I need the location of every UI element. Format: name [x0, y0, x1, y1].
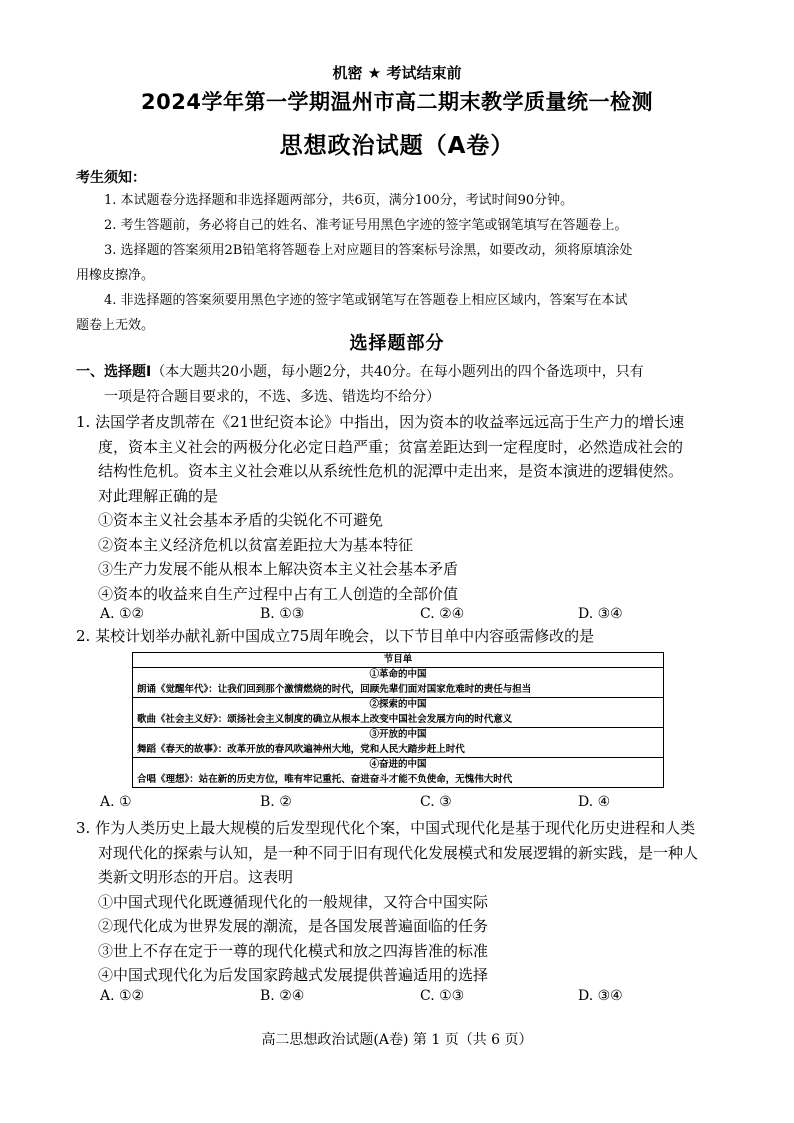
option-d[interactable]: D. ④ — [578, 794, 611, 810]
part-desc: 一项是符合题目要求的，不选、多选、错选均不给分） — [104, 389, 440, 405]
question-2 — [76, 624, 726, 649]
question-line: 度，资本主义社会的两极分化必定日趋严重；贫富差距达到一定程度时，必然造成社会的 — [98, 437, 684, 456]
statement: ②现代化成为世界发展的潮流，是各国发展普遍面临的任务 — [98, 917, 489, 935]
table-title: 节目单 — [383, 654, 413, 665]
question-line: 1. 法国学者皮凯蒂在《21世纪资本论》中指出，因为资本的收益率远远高于生产力的增长速 — [76, 413, 685, 431]
notice-line: 3. 选择题的答案须用2B铅笔将答题卷上对应题目的答案标号涂黑，如要改动，须将原填涂处 — [104, 243, 633, 258]
question-line: 类新文明形态的开启。这表明 — [98, 868, 294, 886]
statement: ③世上不存在定于一尊的现代化模式和放之四海皆准的标准 — [98, 941, 489, 960]
row-content: 朗诵《觉醒年代》：让我们回到那个激情燃烧的时代，回顾先辈们面对国家危难时的责任与担当 — [137, 684, 532, 695]
program-table — [132, 652, 664, 788]
exam-subtitle: 思想政治试题（A卷） — [279, 133, 515, 159]
statement: ①中国式现代化既遵循现代化的一般规律，又符合中国实际 — [98, 892, 489, 911]
statement: ④资本的收益来自生产过程中占有工人创造的全部价值 — [98, 584, 459, 603]
option-a[interactable]: A. ① — [100, 794, 132, 810]
table-row — [133, 727, 663, 757]
question-line: 结构性危机。资本主义社会难以从系统性危机的泥潭中走出来，是资本演进的逻辑使然。 — [98, 462, 684, 480]
statement: ①资本主义社会基本矛盾的尖锐化不可避免 — [98, 511, 384, 529]
page-footer: 高二思想政治试题(A卷) 第 1 页（共 6 页） — [261, 1032, 533, 1048]
option-a[interactable]: A. ①② — [100, 988, 145, 1004]
question-line: 对此理解正确的是 — [98, 486, 219, 505]
statement: ③生产力发展不能从根本上解决资本主义社会基本矛盾 — [98, 560, 459, 578]
notice-line: 2. 考生答题前，务必将自己的姓名、准考证号用黑色字迹的签字笔或钢笔填写在答题卷上。 — [104, 218, 628, 233]
notice-line: 题卷上无效。 — [76, 318, 155, 333]
row-heading: ③开放的中国 — [369, 729, 427, 740]
row-heading: ①革命的中国 — [369, 669, 427, 680]
row-content: 舞蹈《春天的故事》：改革开放的春风吹遍神州大地，党和人民大踏步赶上时代 — [137, 744, 465, 755]
question-1 — [76, 410, 726, 606]
row-heading: ④奋进的中国 — [369, 759, 427, 770]
row-content: 合唱《理想》：站在新的历史方位，唯有牢记重托、奋进奋斗才能不负使命，无愧伟大时代 — [137, 774, 513, 785]
statement: ④中国式现代化为后发国家跨越式发展提供普遍适用的选择 — [98, 966, 489, 984]
notice-line: 用橡皮擦净。 — [76, 268, 155, 283]
option-c[interactable]: C. ②④ — [420, 606, 465, 622]
row-content: 歌曲《社会主义好》：颂扬社会主义制度的确立从根本上改变中国社会发展方向的时代意义 — [137, 714, 513, 725]
statement: ②资本主义经济危机以贫富差距拉大为基本特征 — [98, 535, 414, 554]
notice-heading: 考生须知： — [76, 170, 146, 186]
table-row — [133, 667, 663, 697]
confidential-label: 机密 ★ 考试结束前 — [332, 64, 462, 82]
notice-block — [76, 188, 720, 338]
option-c[interactable]: C. ①③ — [420, 988, 465, 1004]
notice-line: 4. 非选择题的答案须要用黑色字迹的签字笔或钢笔写在答题卷上相应区域内，答案写在本试 — [104, 293, 628, 308]
question-line: 对现代化的探索与认知，是一种不同于旧有现代化发展模式和发展逻辑的新实践，是一种人 — [98, 843, 699, 862]
section-title: 选择题部分 — [349, 333, 445, 354]
question-line: 2. 某校计划举办献礼新中国成立75周年晚会，以下节目单中内容亟需修改的是 — [76, 627, 595, 645]
row-heading: ②探索的中国 — [369, 699, 427, 710]
option-b[interactable]: B. ①③ — [260, 606, 305, 622]
option-d[interactable]: D. ③④ — [578, 988, 623, 1004]
option-b[interactable]: B. ② — [260, 794, 292, 810]
table-row — [133, 697, 663, 727]
option-d[interactable]: D. ③④ — [578, 606, 623, 622]
option-a[interactable]: A. ①② — [100, 606, 145, 622]
part-desc: （本大题共20小题，每小题2分，共40分。在每小题列出的四个备选项中，只有 — [151, 364, 644, 380]
part-label: 一、选择题Ⅰ — [76, 364, 152, 380]
notice-line: 1. 本试题卷分选择题和非选择题两部分，共6页，满分100分，考试时间90分钟。 — [104, 193, 574, 208]
question-line: 3. 作为人类历史上最大规模的后发型现代化个案，中国式现代化是基于现代化历史进程和人类 — [76, 819, 696, 837]
question-3-options — [100, 988, 720, 1010]
exam-title: 2024学年第一学期温州市高二期末教学质量统一检测 — [141, 90, 653, 114]
question-3 — [76, 816, 726, 988]
question-2-options — [100, 794, 720, 816]
part-instructions — [76, 360, 726, 410]
option-c[interactable]: C. ③ — [420, 794, 452, 810]
option-b[interactable]: B. ②④ — [260, 988, 305, 1004]
table-row — [133, 757, 663, 787]
